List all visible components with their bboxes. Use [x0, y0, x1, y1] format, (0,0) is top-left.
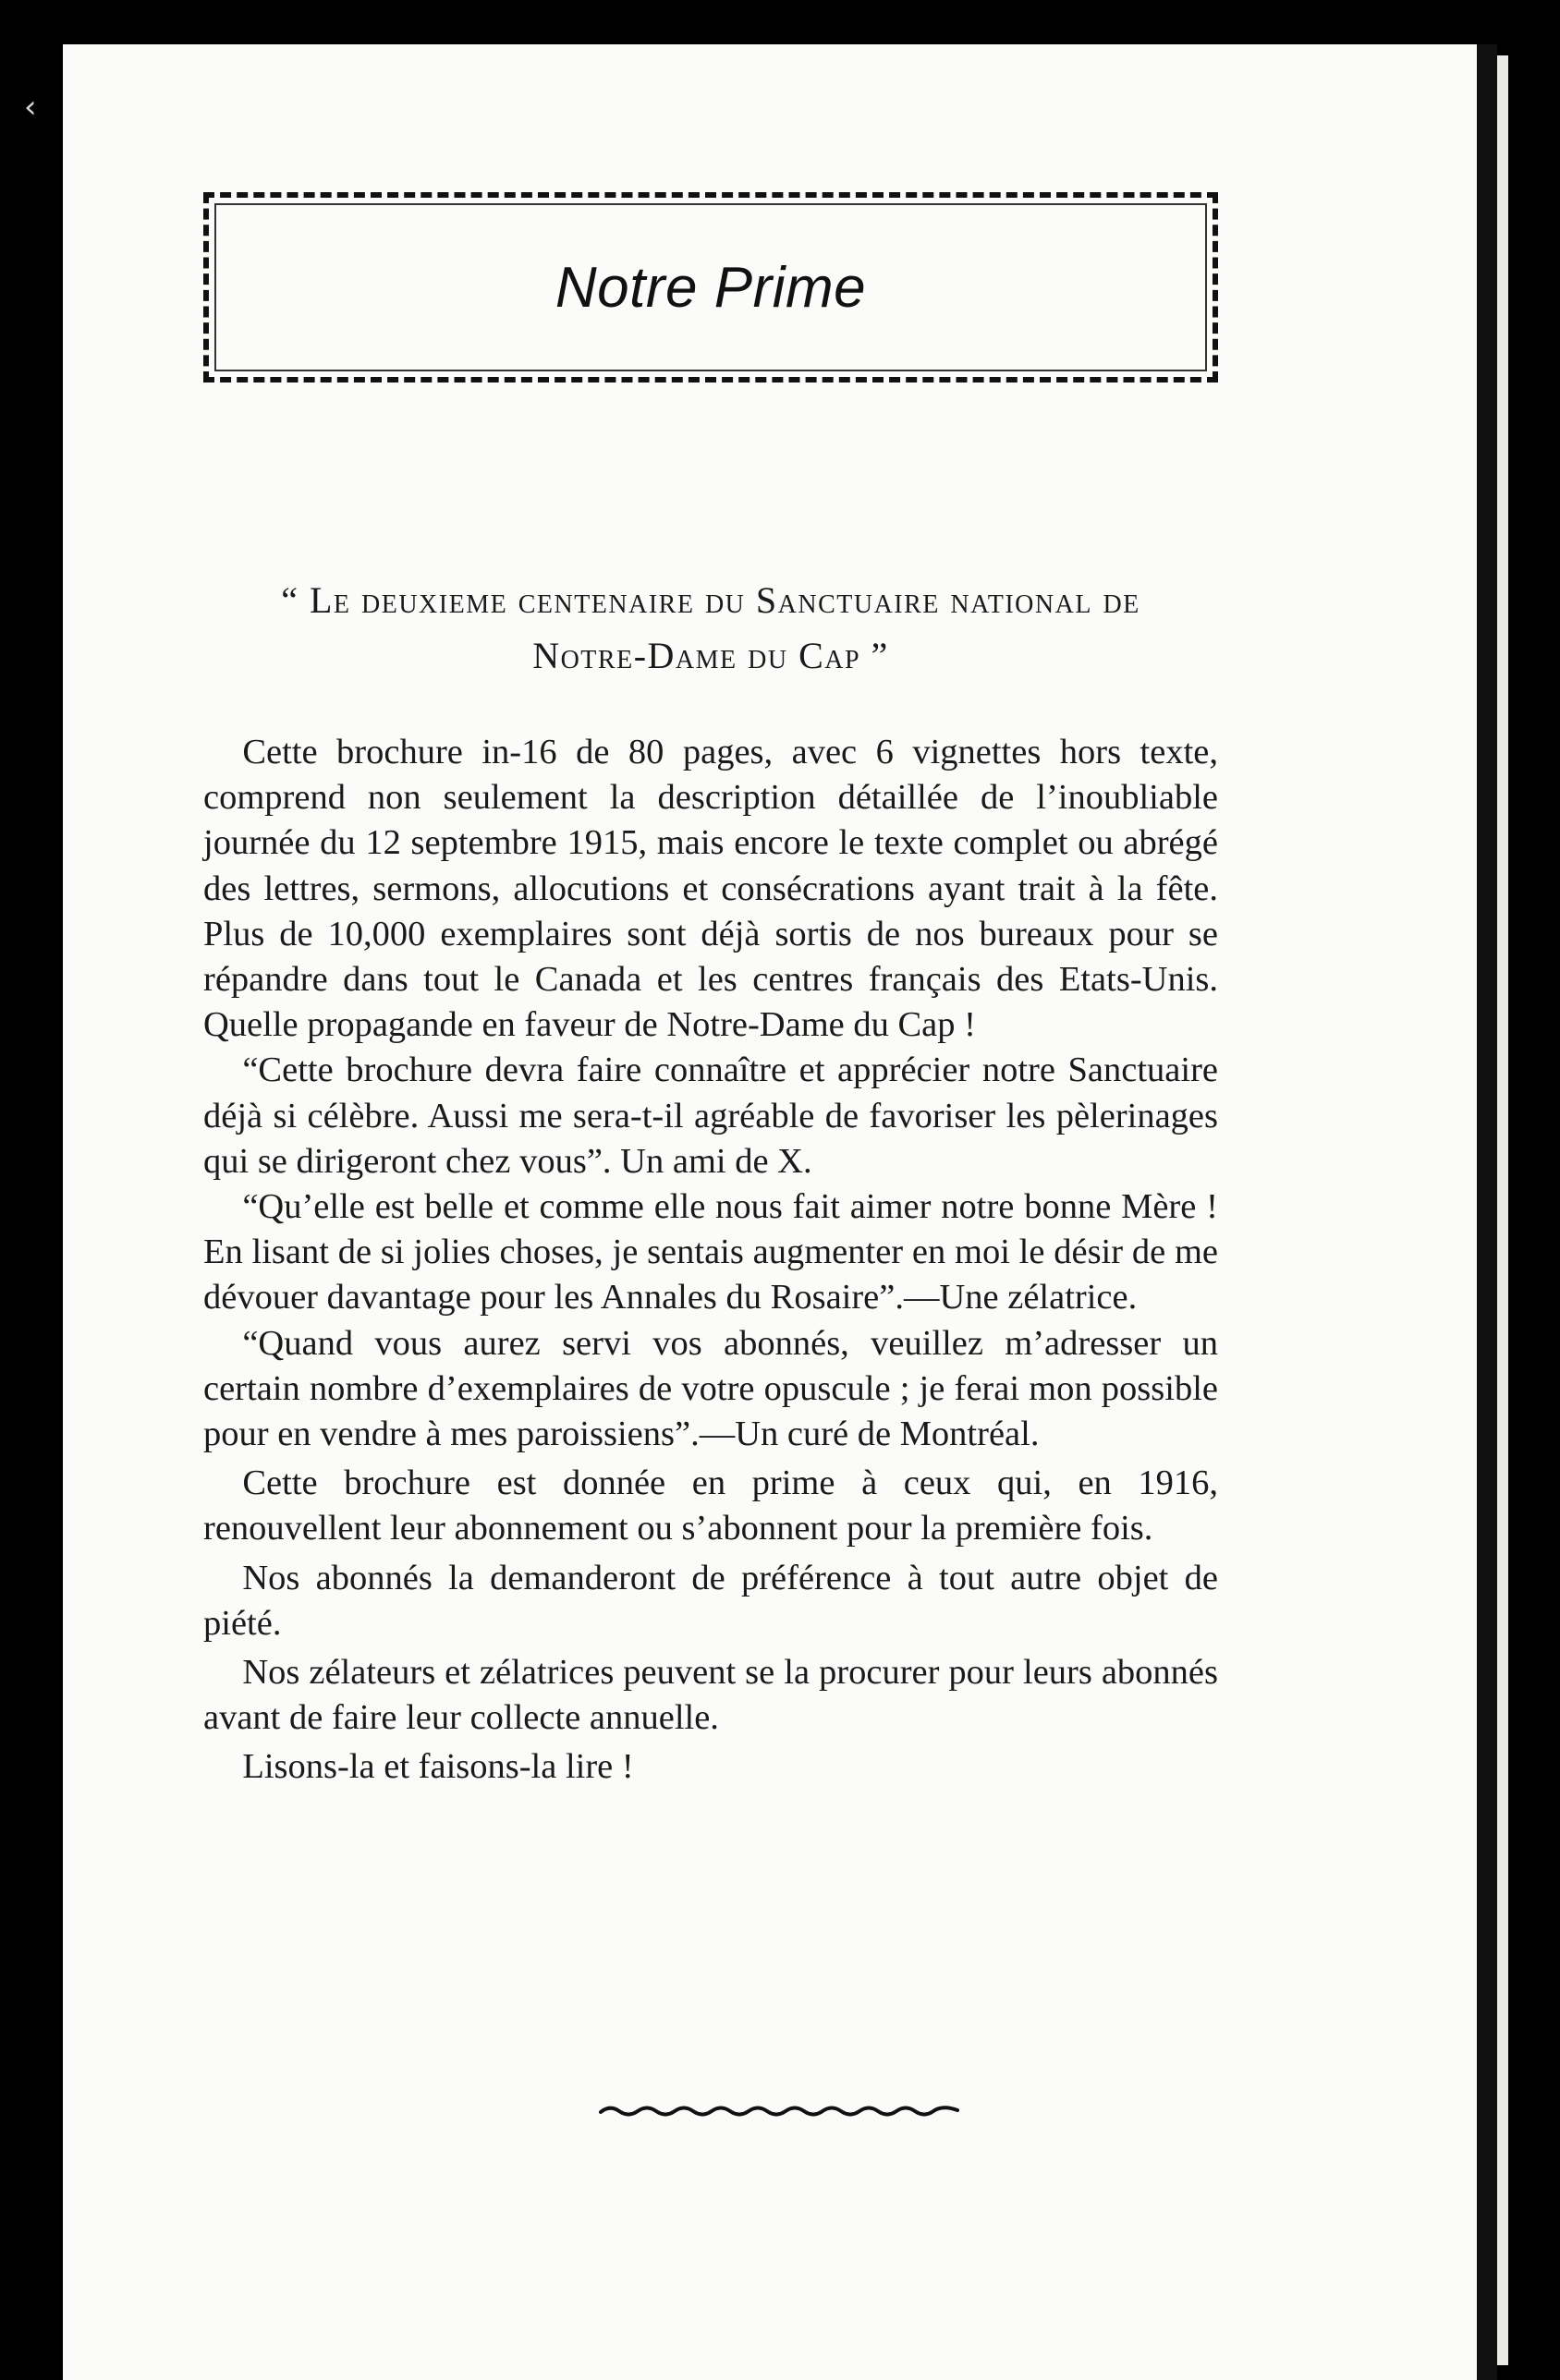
paragraph: Cette brochure in-16 de 80 pages, avec 6 vignettes hors texte, comprend non seulement la description détaillée de l’inoubliable journée du 12 septembre 1915, mais encore le texte complet ou abrégé des lettres, sermons, allocutions et consécrations ayant trait à la fête. Plus de 10,000 exemplaires sont déjà sortis de nos bureaux pour se répandre dans tout le Canada et les centres français des Etats-Unis. Quelle propagande en faveur de Notre-Dame du Cap ! [203, 733, 1218, 1045]
subtitle-line-1: “ Le deuxieme centenaire du Sanctuaire national de [281, 579, 1140, 621]
book-spine [1477, 44, 1497, 2380]
margin-mark-icon: ‹ [24, 89, 37, 126]
article-body [203, 730, 1218, 1791]
paragraph: Lisons-la et faisons-la lire ! [242, 1747, 634, 1787]
paragraph: Nos abonnés la demanderont de préférence à tout autre objet de piété. [203, 1558, 1218, 1643]
paragraph: “Cette brochure devra faire connaître et apprécier notre Sanctuaire déjà si célèbre. Aussi me sera-t-il agréable de favoriser les pèlerinages qui se dirigeront chez vous”. Un ami de X. [203, 1050, 1218, 1181]
title-frame [203, 192, 1218, 382]
subtitle [203, 573, 1218, 684]
paragraph: “Qu’elle est belle et comme elle nous fait aimer notre bonne Mère ! En lisant de si jolies choses, je sentais augmenter en moi le désir de me dévouer davantage pour les Annales du Rosaire”.—Une zélatrice. [203, 1187, 1218, 1318]
end-ornament-icon [599, 2099, 959, 2123]
paragraph: Nos zélateurs et zélatrices peuvent se la procurer pour leurs abonnés avant de faire leur collecte annuelle. [203, 1653, 1218, 1738]
facing-page-edge [1497, 55, 1508, 2365]
paragraph: Cette brochure est donnée en prime à ceux qui, en 1916, renouvellent leur abonnement ou s’abonnent pour la première fois. [203, 1463, 1218, 1548]
page-title: Notre Prime [555, 255, 867, 320]
paragraph: “Quand vous aurez servi vos abonnés, veuillez m’adresser un certain nombre d’exemplaires de votre opuscule ; je ferai mon possible pour en vendre à mes paroissiens”.—Un curé de Montréal. [203, 1323, 1218, 1454]
subtitle-line-2: Notre-Dame du Cap ” [532, 635, 889, 676]
